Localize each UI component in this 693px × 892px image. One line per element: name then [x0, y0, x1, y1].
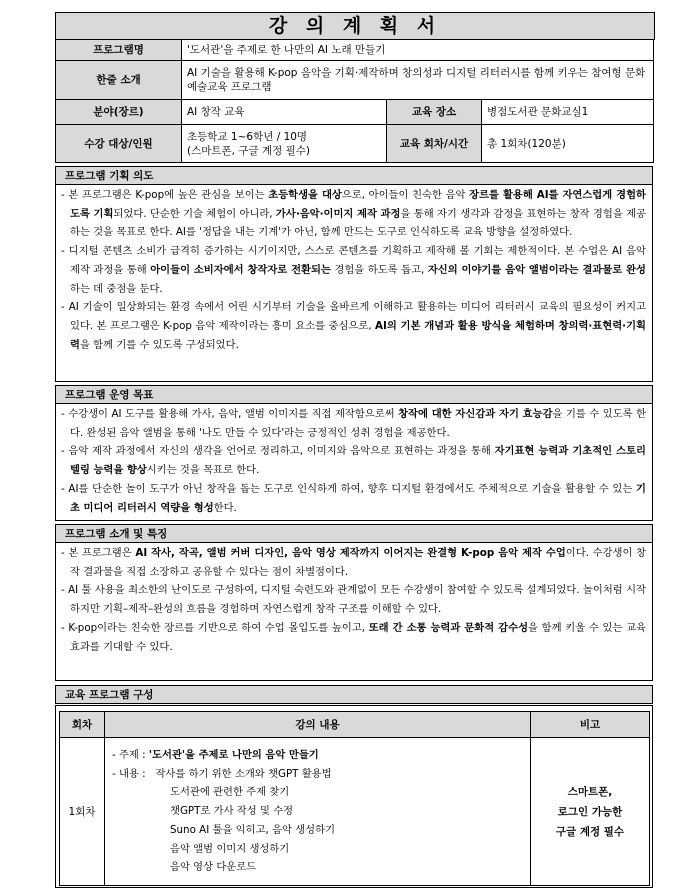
document-title: 강 의 계 획 서	[55, 12, 655, 40]
curriculum-heading: 교육 프로그램 구성	[55, 685, 653, 704]
target-label: 수강 대상/인원	[56, 125, 182, 163]
features-bullet-2: - AI 툴 사용을 최소한의 난이도로 구성하여, 디지털 숙련도와 관계없이 모든 수강생이 참여할 수 있도록 설계되었다. 놀이처럼 시작하지만 기획–제작–완성의 흐름을 경험하며 자연스럽게 창작 구조를 이해할 수 있다.	[61, 584, 646, 616]
col-session-header: 회차	[60, 712, 105, 738]
program-name-value: '도서관'을 주제로 한 나만의 AI 노래 만들기	[182, 40, 654, 61]
content-line: - 내용 : 작사를 하기 위한 소개와 챗GPT 활용법	[112, 767, 332, 780]
curriculum-table	[59, 711, 650, 886]
goal-bullet-1: - 수강생이 AI 도구를 활용해 가사, 음악, 앨범 이미지를 직접 제작함으로써 창작에 대한 자신감과 자기 효능감을 기를 수 있도록 한다. 완성된 음악 앨범을 통해 '나도 만들 수 있다'라는 긍정적인 성취 경험을 제공한다.	[61, 408, 647, 439]
goal-bullet-2: - 음악 제작 과정에서 자신의 생각을 언어로 정리하고, 이미지와 음악으로 표현하는 과정을 통해 자기표현 능력과 기초적인 스토리텔링 능력을 향상시키는 것을 목표로 한다.	[61, 445, 647, 477]
program-name-label: 프로그램명	[56, 40, 182, 61]
col-content-header: 강의 내용	[105, 712, 531, 738]
note-line-3: 구글 계정 필수	[555, 825, 625, 838]
content-item-6: 음악 영상 다운로드	[170, 861, 257, 874]
content-item-2: 도서관에 관련한 주제 찾기	[170, 786, 290, 799]
topic-line: - 주제 : '도서관'을 주제로 나만의 음악 만들기	[112, 749, 319, 762]
field-value: AI 창작 교육	[182, 100, 387, 125]
note-line-1: 스마트폰,	[567, 785, 613, 798]
goal-bullet-3: - AI를 단순한 놀이 도구가 아닌 창작을 돕는 도구로 인식하게 하여, 향후 디지털 환경에서도 주체적으로 기술을 활용할 수 있는 기초 미디어 리터러시 역량을 형성한다.	[61, 482, 646, 514]
place-label: 교육 장소	[387, 100, 482, 125]
content-item-3: 챗GPT로 가사 작성 및 수정	[170, 805, 294, 818]
goal-heading: 프로그램 운영 목표	[55, 385, 653, 404]
content-item-5: 음악 앨범 이미지 생성하기	[170, 842, 290, 855]
features-heading: 프로그램 소개 및 특징	[55, 524, 653, 543]
sessions-label: 교육 회차/시간	[387, 125, 482, 163]
features-body	[55, 543, 653, 681]
intent-bullet-1: - 본 프로그램은 K-pop에 높은 관심을 보이는 초등학생을 대상으로, 아이들이 친숙한 음악 장르를 활용해 AI를 자연스럽게 경험하도록 기획되었다. 단순한 기술 체험이 아니라, 가사·음악·이미지 제작 과정을 통해 자기 생각과 감정을 표현하는 창작 경험을 제공하는 것을 목표로 한다. AI를 '정답을 내는 기계'가 아닌, 함께 만드는 도구로 인식하도록 교육 방향을 설정하였다.	[61, 189, 646, 239]
goal-body	[55, 404, 653, 521]
info-table	[55, 39, 654, 163]
intent-bullet-3: - AI 기술이 일상화되는 환경 속에서 어린 시기부터 기술을 올바르게 이해하고 활용하는 미디어 리터러시 교육의 필요성이 커지고 있다. 본 프로그램은 K-pop 음악 제작이라는 흥미 요소를 중심으로, AI의 기본 개념과 활용 방식을 체험하며 창의력·표현력·기획력을 함께 기를 수 있도록 구성되었다.	[61, 301, 646, 351]
summary-value: AI 기술을 활용해 K-pop 음악을 기획·제작하며 창의성과 디지털 리터러시를 함께 키우는 참여형 문화예술교육 프로그램	[182, 61, 654, 100]
intent-heading: 프로그램 기획 의도	[55, 166, 653, 185]
target-value	[182, 125, 387, 163]
content-item-4: Suno AI 툴을 익히고, 음악 생성하기	[170, 823, 336, 836]
field-label: 분야(장르)	[56, 100, 182, 125]
note-cell	[531, 738, 650, 886]
col-note-header: 비고	[531, 712, 650, 738]
summary-label: 한줄 소개	[56, 61, 182, 100]
note-line-2: 로그인 가능한	[557, 805, 623, 818]
content-cell	[105, 738, 531, 886]
sessions-value: 총 1회차(120분)	[482, 125, 654, 163]
target-value-line1: 초등학교 1~6학년 / 10명	[187, 130, 308, 143]
place-value: 병점도서관 문화교실1	[482, 100, 654, 125]
features-bullet-3: - K-pop이라는 친숙한 장르를 기반으로 하여 수업 몰입도를 높이고, 또래 간 소통 능력과 문화적 감수성을 함께 키울 수 있는 교육 효과를 기대할 수 있다.	[61, 621, 646, 653]
intent-bullet-2: - 디지털 콘텐츠 소비가 급격히 증가하는 시기이지만, 스스로 콘텐츠를 기획하고 제작해 볼 기회는 제한적이다. 본 수업은 AI 음악 제작 과정을 통해 아이들이 소비자에서 창작자로 전환되는 경험을 하도록 돕고, 자신의 이야기를 음악 앨범이라는 결과물로 완성하는 데 중점을 둔다.	[61, 245, 646, 295]
target-value-line2: (스마트폰, 구글 계정 필수)	[187, 144, 310, 157]
intent-body	[55, 185, 653, 382]
session-cell: 1회차	[60, 738, 105, 886]
features-bullet-1: - 본 프로그램은 AI 작사, 작곡, 앨범 커버 디자인, 음악 영상 제작까지 이어지는 완결형 K-pop 음악 제작 수업이다. 수강생이 창작 결과물을 직접 소장하고 공유할 수 있다는 점이 차별점이다.	[61, 547, 646, 578]
